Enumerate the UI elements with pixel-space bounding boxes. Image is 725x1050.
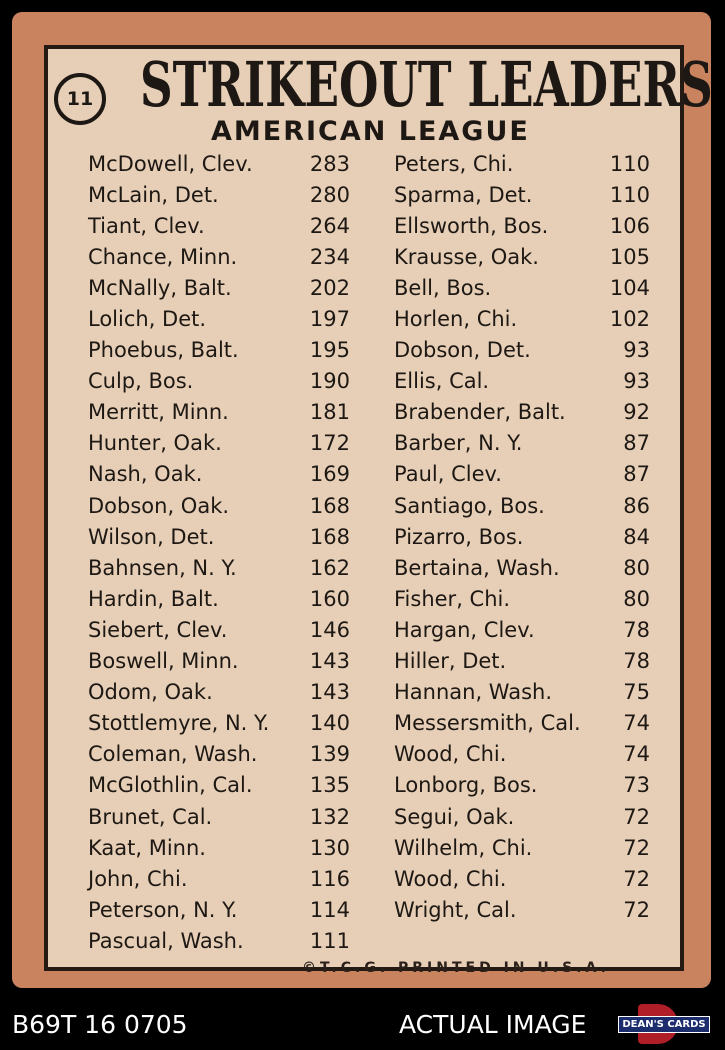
strikeout-count: 87 [623,462,650,487]
pitcher-name: Pizarro, Bos. [394,524,524,549]
leader-row [88,303,350,334]
strikeout-count: 111 [309,928,350,953]
leader-row [88,241,350,272]
strikeout-count: 283 [309,151,350,176]
strikeout-count: 114 [309,897,350,922]
leader-row [88,863,350,894]
leader-row [88,583,350,614]
leader-row [88,614,350,645]
leader-row [394,583,650,614]
leaders-list-right [394,148,650,925]
leader-row [394,490,650,521]
leader-row [88,428,350,459]
leader-row [88,677,350,708]
strikeout-count: 110 [609,182,650,207]
leader-row [394,303,650,334]
leader-row [394,739,650,770]
strikeout-count: 280 [309,182,350,207]
leader-row [88,490,350,521]
leader-row [394,708,650,739]
leader-row [88,148,350,179]
leader-row [394,272,650,303]
pitcher-name: Messersmith, Cal. [394,711,581,736]
card-number-badge: 11 [54,73,106,125]
strikeout-count: 93 [623,369,650,394]
strikeout-count: 195 [309,338,350,363]
strikeout-count: 264 [309,213,350,238]
strikeout-count: 168 [309,493,350,518]
strikeout-count: 78 [623,649,650,674]
pitcher-name: Bell, Bos. [394,275,492,300]
strikeout-count: 102 [609,307,650,332]
leader-row [88,210,350,241]
strikeout-count: 130 [309,835,350,860]
leader-row [394,459,650,490]
pitcher-name: Merritt, Minn. [88,400,229,425]
strikeout-count: 105 [609,244,650,269]
pitcher-name: Peterson, N. Y. [88,897,238,922]
pitcher-name: McNally, Balt. [88,275,232,300]
strikeout-count: 74 [623,711,650,736]
deans-cards-logo [618,1004,710,1044]
leader-row [88,521,350,552]
card-title: STRIKEOUT LEADERS [140,48,713,121]
leader-row [394,366,650,397]
leader-row [394,894,650,925]
pitcher-name: Dobson, Det. [394,338,531,363]
strikeout-count: 75 [623,680,650,705]
pitcher-name: Dobson, Oak. [88,493,230,518]
card-subtitle: AMERICAN LEAGUE [211,116,530,147]
pitcher-name: Hargan, Clev. [394,617,535,642]
strikeout-count: 139 [309,742,350,767]
strikeout-count: 140 [309,711,350,736]
leader-row [394,552,650,583]
pitcher-name: Brabender, Balt. [394,400,566,425]
pitcher-name: Siebert, Clev. [88,617,228,642]
card-id: B69T 16 0705 [12,1010,188,1039]
leader-row [394,863,650,894]
pitcher-name: Odom, Oak. [88,680,213,705]
pitcher-name: Boswell, Minn. [88,649,239,674]
pitcher-name: Fisher, Chi. [394,586,511,611]
strikeout-count: 181 [309,400,350,425]
strikeout-count: 110 [609,151,650,176]
leader-row [394,428,650,459]
strikeout-count: 80 [623,555,650,580]
strikeout-count: 143 [309,649,350,674]
strikeout-count: 72 [623,897,650,922]
pitcher-name: McLain, Det. [88,182,219,207]
strikeout-count: 190 [309,369,350,394]
pitcher-name: Chance, Minn. [88,244,238,269]
leader-row [88,459,350,490]
leader-row [88,272,350,303]
pitcher-name: Bertaina, Wash. [394,555,560,580]
pitcher-name: Ellsworth, Bos. [394,213,549,238]
pitcher-name: Lonborg, Bos. [394,773,538,798]
leader-row [394,677,650,708]
strikeout-count: 93 [623,338,650,363]
logo-text: DEAN'S CARDS [618,1016,710,1033]
strikeout-count: 169 [309,462,350,487]
pitcher-name: McGlothlin, Cal. [88,773,253,798]
leader-row [394,646,650,677]
leaders-list-left [88,148,350,956]
leader-row [394,521,650,552]
pitcher-name: Kaat, Minn. [88,835,206,860]
strikeout-count: 143 [309,680,350,705]
actual-image-label: ACTUAL IMAGE [399,1010,587,1039]
leader-row [394,210,650,241]
pitcher-name: Santiago, Bos. [394,493,545,518]
pitcher-name: Peters, Chi. [394,151,514,176]
copyright-line: ©T.C.G. PRINTED IN U.S.A. [302,960,610,976]
pitcher-name: Lolich, Det. [88,307,207,332]
pitcher-name: Sparma, Det. [394,182,533,207]
strikeout-count: 78 [623,617,650,642]
strikeout-count: 197 [309,307,350,332]
strikeout-count: 92 [623,400,650,425]
strikeout-count: 106 [609,213,650,238]
strikeout-count: 73 [623,773,650,798]
leader-row [88,179,350,210]
pitcher-name: Pascual, Wash. [88,928,244,953]
pitcher-name: Wilson, Det. [88,524,215,549]
strikeout-count: 80 [623,586,650,611]
leader-row [88,646,350,677]
strikeout-count: 72 [623,835,650,860]
strikeout-count: 104 [609,275,650,300]
leader-row [394,614,650,645]
pitcher-name: Tiant, Clev. [88,213,205,238]
pitcher-name: Barber, N. Y. [394,431,523,456]
strikeout-count: 72 [623,804,650,829]
leader-row [394,801,650,832]
strikeout-count: 116 [309,866,350,891]
pitcher-name: Stottlemyre, N. Y. [88,711,270,736]
leader-row [394,770,650,801]
leader-row [394,397,650,428]
pitcher-name: McDowell, Clev. [88,151,253,176]
leader-row [88,397,350,428]
leader-row [88,801,350,832]
strikeout-count: 160 [309,586,350,611]
pitcher-name: Hunter, Oak. [88,431,222,456]
pitcher-name: Brunet, Cal. [88,804,213,829]
strikeout-count: 84 [623,524,650,549]
pitcher-name: Hiller, Det. [394,649,507,674]
strikeout-count: 172 [309,431,350,456]
strikeout-count: 72 [623,866,650,891]
leader-row [88,708,350,739]
pitcher-name: Nash, Oak. [88,462,203,487]
pitcher-name: Paul, Clev. [394,462,502,487]
pitcher-name: Krausse, Oak. [394,244,539,269]
pitcher-name: Wood, Chi. [394,866,507,891]
leader-row [394,241,650,272]
pitcher-name: Hannan, Wash. [394,680,553,705]
leader-row [88,832,350,863]
leader-row [88,552,350,583]
strikeout-count: 87 [623,431,650,456]
strikeout-count: 162 [309,555,350,580]
strikeout-count: 132 [309,804,350,829]
pitcher-name: Wright, Cal. [394,897,517,922]
leader-row [88,335,350,366]
strikeout-count: 135 [309,773,350,798]
pitcher-name: Wood, Chi. [394,742,507,767]
strikeout-count: 168 [309,524,350,549]
leader-row [88,739,350,770]
pitcher-name: Horlen, Chi. [394,307,518,332]
strikeout-count: 74 [623,742,650,767]
pitcher-name: Hardin, Balt. [88,586,219,611]
pitcher-name: Coleman, Wash. [88,742,258,767]
leader-row [88,770,350,801]
pitcher-name: Wilhelm, Chi. [394,835,533,860]
strikeout-count: 146 [309,617,350,642]
pitcher-name: Bahnsen, N. Y. [88,555,237,580]
leader-row [88,366,350,397]
leader-row [394,148,650,179]
leader-row [88,894,350,925]
pitcher-name: Culp, Bos. [88,369,194,394]
pitcher-name: John, Chi. [88,866,188,891]
leader-row [88,925,350,956]
pitcher-name: Phoebus, Balt. [88,338,239,363]
strikeout-count: 86 [623,493,650,518]
pitcher-name: Ellis, Cal. [394,369,490,394]
strikeout-count: 234 [309,244,350,269]
leader-row [394,832,650,863]
strikeout-count: 202 [309,275,350,300]
pitcher-name: Segui, Oak. [394,804,515,829]
leader-row [394,179,650,210]
leader-row [394,335,650,366]
